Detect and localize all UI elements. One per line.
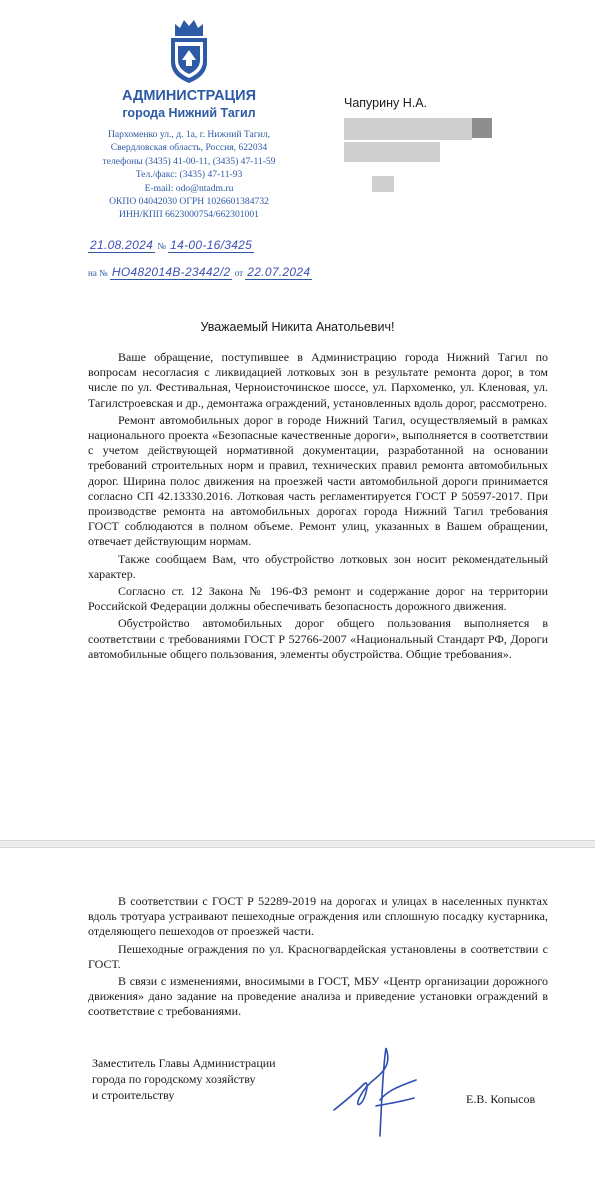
paragraph: Также сообщаем Вам, что обустройство лотковых зон носит рекомендательный характер. xyxy=(88,551,548,581)
coat-of-arms-icon xyxy=(166,16,212,86)
organization-name: АДМИНИСТРАЦИЯ xyxy=(121,88,256,104)
number-sign: № xyxy=(157,241,166,251)
paragraph: Ремонт автомобильных дорог в городе Нижний Тагил, осуществляемый в рамках национального проекта «Безопасные качественные дороги», выполняется в соответствии с учетом действующей нормативной документации, разработанной на основании требований строительных норм и правил, технических правил ремонта автомобильных дорог. Ширина полос движения на проезжей части автомобильной дороги принимается согласно СП 42.13330.2016. Лотковая часть регламентируется ГОСТ Р 50597-2017. При производстве ремонта на автомобильных дорогах города Нижний Тагил требования ГОСТ соблюдаются в полном объеме. Ремонт улиц, указанных в Вашем обращении, отвечает действующим нормам. xyxy=(88,412,548,549)
addressee-name: Чапурину Н.А. xyxy=(344,96,428,110)
outgoing-registration xyxy=(88,238,254,253)
page-separator xyxy=(0,840,595,848)
signatory-position-line: города по городскому хозяйству xyxy=(92,1072,256,1086)
redacted-address-block xyxy=(344,118,472,140)
paragraph: Пешеходные ограждения по ул. Красногвардейская установлены в соответствии с ГОСТ. xyxy=(88,941,548,971)
redacted-address-mark xyxy=(472,118,492,138)
organization-title xyxy=(90,88,288,122)
letterhead-address: Пархоменко ул., д. 1а, г. Нижний Тагил, xyxy=(107,129,271,140)
signatory-position-line: и строительству xyxy=(92,1088,175,1102)
paragraph: Согласно ст. 12 Закона № 196-ФЗ ремонт и содержание дорог на территории Российской Федерации должны обеспечивать безопасность дорожного движения. xyxy=(88,584,548,614)
signatory-name: Е.В. Копысов xyxy=(466,1092,536,1106)
salutation: Уважаемый Никита Анатольевич! xyxy=(200,320,395,334)
letterhead-inn: ИНН/КПП 6623000754/662301001 xyxy=(119,209,259,221)
redacted-address-line-2 xyxy=(372,176,394,192)
signatory-position xyxy=(92,1055,276,1103)
outgoing-number: 14-00-16/3425 xyxy=(170,238,253,252)
letterhead-okpo: ОКПО 04042030 ОГРН 1026601384732 xyxy=(109,196,269,208)
letterhead-fax: Тел./факс: (3435) 47-11-93 xyxy=(135,169,243,181)
organization-city: города Нижний Тагил xyxy=(122,106,256,120)
paragraph: В соответствии с ГОСТ Р 52289-2019 на дорогах и улицах в населенных пунктах вдоль тротуара устраивают пешеходные ограждения или сплошную посадку кустарника, отделяющего пешеходов от проезжей части. xyxy=(88,894,548,939)
signatory-position-line: Заместитель Главы Администрации xyxy=(92,1056,276,1070)
paragraph: Ваше обращение, поступившее в Администрацию города Нижний Тагил по вопросам несогласия с ликвидацией лотковых зон в результате ремонта дорог, в том числе по ул. Фестивальная, Черноисточинское шоссе, ул. Пархоменко, ул. Кленовая, ул. Тагилстроевская и др., демонтажа ограждений, установленных вдоль дорог, рассмотрено. xyxy=(88,350,548,410)
outgoing-date: 21.08.2024 xyxy=(90,238,154,252)
letterhead-email: E-mail: odo@ntadm.ru xyxy=(144,182,234,194)
handwritten-signature xyxy=(330,1040,420,1140)
paragraph: Обустройство автомобильных дорог общего пользования выполняется в соответствии с требованиями ГОСТ Р 52766-2007 «Национальный Стандарт РФ, Дороги автомобильные общего пользования, элементы обустройства. Общие требования». xyxy=(88,616,548,661)
letter-body-page-2 xyxy=(88,894,548,1022)
incoming-reference xyxy=(88,265,312,280)
reference-date: 22.07.2024 xyxy=(247,265,311,279)
redacted-address-line xyxy=(344,142,440,162)
letterhead-details xyxy=(76,128,302,222)
reference-number: НО482014В-23442/2 xyxy=(111,265,231,279)
letterhead-region: Свердловская область, Россия, 622034 xyxy=(110,142,268,154)
letterhead-phones: телефоны (3435) 41-00-11, (3435) 47-11-59 xyxy=(102,155,276,167)
reference-prefix: на № xyxy=(88,268,108,278)
paragraph: В связи с изменениями, вносимыми в ГОСТ, МБУ «Центр организации дорожного движения» дано задание на проведение анализа и приведение установки ограждений в соответствие с требованиями. xyxy=(88,974,548,1019)
reference-from: от xyxy=(234,268,244,278)
letter-body-page-1 xyxy=(88,350,548,664)
